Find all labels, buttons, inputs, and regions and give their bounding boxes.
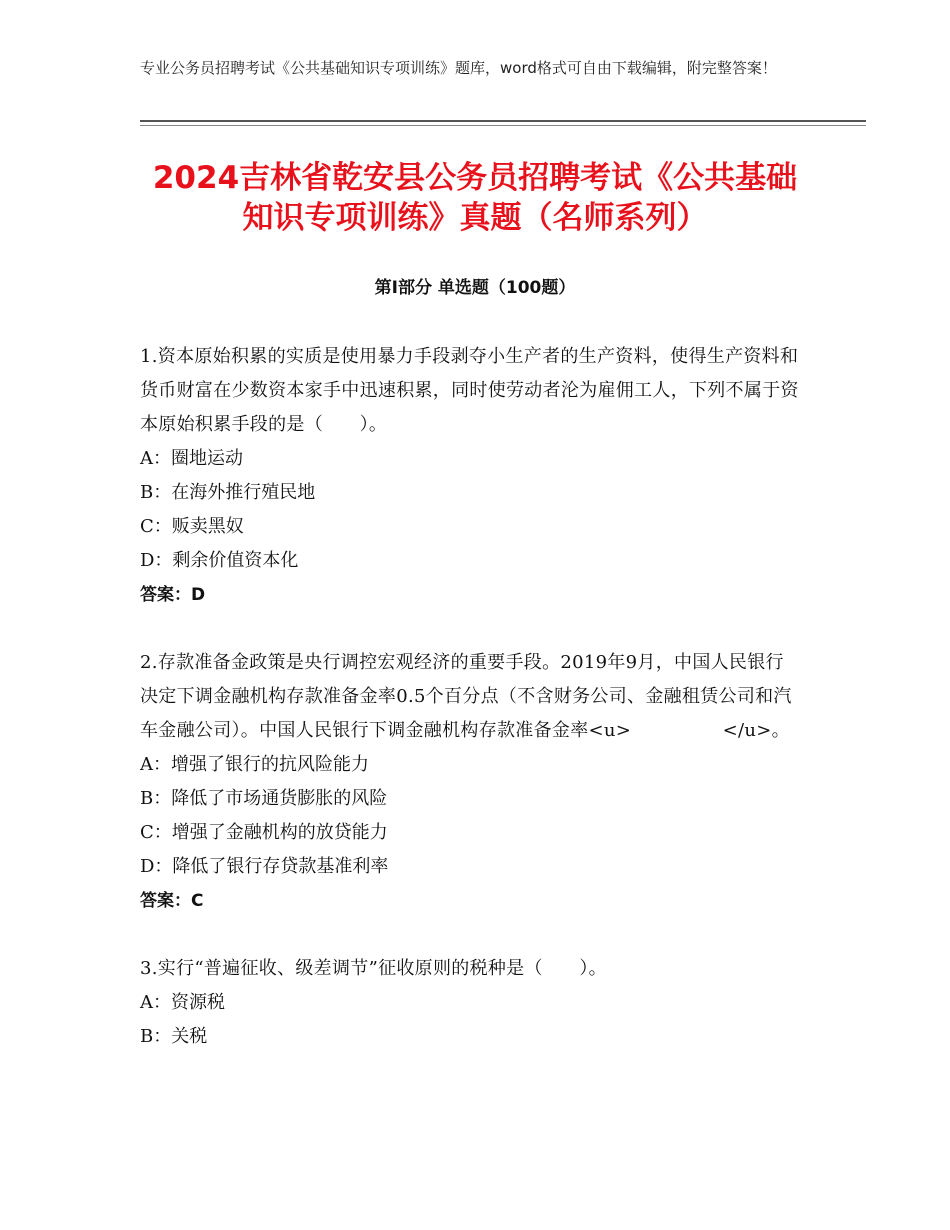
question-3 <box>140 952 800 1054</box>
header-note: 专业公务员招聘考试《公共基础知识专项训练》题库，word格式可自由下载编辑，附完整答案！ <box>140 59 777 77</box>
question-2 <box>140 646 800 918</box>
answer: 答案：D <box>140 585 206 605</box>
option-a: A：资源税 <box>140 992 225 1013</box>
option-a: A：增强了银行的抗风险能力 <box>140 754 369 775</box>
answer: 答案：C <box>140 891 204 911</box>
header-rule-thin <box>140 125 866 126</box>
question-stem: 3.实行“普遍征收、级差调节”征收原则的税种是（ ）。 <box>140 958 607 979</box>
option-a: A：圈地运动 <box>140 448 243 469</box>
option-c: C：增强了金融机构的放贷能力 <box>140 822 388 843</box>
option-b: B：关税 <box>140 1026 208 1047</box>
question-stem: 1.资本原始积累的实质是使用暴力手段剥夺小生产者的生产资料，使得生产资料和货币财富在少数资本家手中迅速积累，同时使劳动者沦为雇佣工人，下列不属于资本原始积累手段的是（ ）。 <box>140 346 799 435</box>
question-1 <box>140 340 800 612</box>
question-stem: 2.存款准备金政策是央行调控宏观经济的重要手段。2019年9月，中国人民银行决定下调金融机构存款准备金率0.5个百分点（不含财务公司、金融租赁公司和汽车金融公司）。中国人民银行下调金融机构存款准备金率<u> </u>。 <box>140 652 792 741</box>
header-rule-thick <box>140 120 866 122</box>
document-title: 2024吉林省乾安县公务员招聘考试《公共基础知识专项训练》真题（名师系列） <box>152 160 798 236</box>
option-b: B：在海外推行殖民地 <box>140 482 316 503</box>
option-b: B：降低了市场通货膨胀的风险 <box>140 788 388 809</box>
question-list <box>140 340 800 1088</box>
option-d: D：降低了银行存贷款基准利率 <box>140 856 389 877</box>
section-title: 第Ⅰ部分 单选题（100题） <box>374 278 576 298</box>
option-d: D：剩余价值资本化 <box>140 550 299 571</box>
option-c: C：贩卖黑奴 <box>140 516 244 537</box>
